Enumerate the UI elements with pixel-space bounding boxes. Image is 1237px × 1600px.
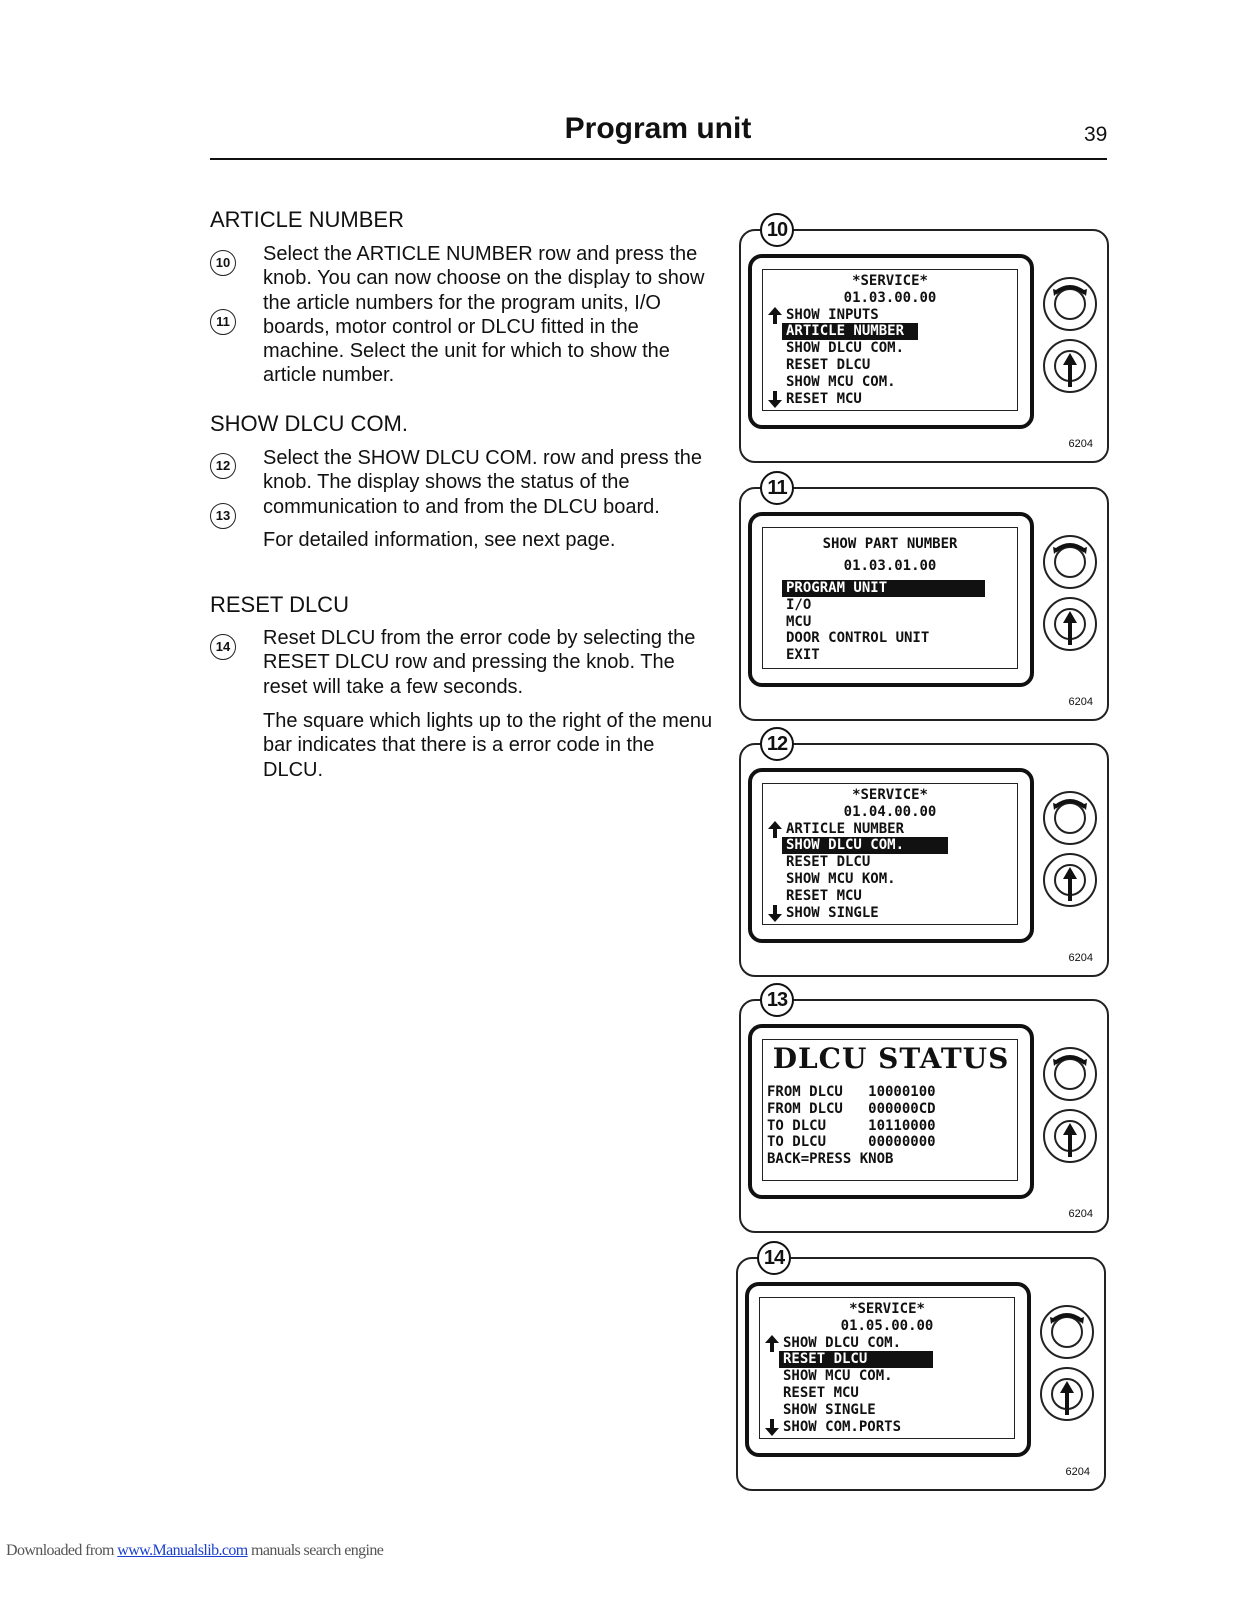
panel-code: 6204 <box>1065 1466 1090 1478</box>
rotate-knob-icon <box>1045 793 1095 843</box>
step-marker-12: 12 <box>210 453 236 479</box>
screen-line-version: 01.03.00.00 <box>843 289 937 306</box>
rotary-knob[interactable] <box>1043 535 1097 589</box>
menu-item[interactable]: SHOW MCU COM. <box>783 1368 893 1385</box>
rotary-knob[interactable] <box>1040 1305 1094 1359</box>
screen-line-version: 01.05.00.00 <box>840 1317 934 1334</box>
display-panel-13 <box>739 989 1107 1231</box>
panel-badge: 10 <box>760 213 794 247</box>
footer-suffix: manuals search engine <box>247 1542 384 1559</box>
display-screen <box>748 512 1034 687</box>
screen-line-title: *SERVICE* <box>852 273 928 289</box>
panel-code: 6204 <box>1068 1208 1093 1220</box>
push-knob[interactable] <box>1043 339 1097 393</box>
menu-item[interactable]: SHOW MCU KOM. <box>786 870 896 887</box>
status-line: FROM DLCU 000000CD <box>767 1100 936 1117</box>
menu-item[interactable]: DOOR CONTROL UNIT <box>786 630 930 647</box>
scroll-up-arrow-icon <box>768 821 782 838</box>
step-marker-14: 14 <box>210 634 236 660</box>
menu-item-selected[interactable]: RESET DLCU <box>759 1351 1015 1368</box>
screen-text <box>759 1301 1015 1435</box>
press-knob-icon <box>1045 341 1095 391</box>
display-panel-10 <box>739 219 1107 461</box>
rotate-knob-icon <box>1045 279 1095 329</box>
menu-item[interactable]: RESET DLCU <box>786 854 871 871</box>
menu-item[interactable]: RESET MCU <box>783 1384 859 1401</box>
push-knob[interactable] <box>1043 597 1097 651</box>
scroll-down-arrow-icon <box>768 391 782 408</box>
menu-item[interactable]: ARTICLE NUMBER <box>762 821 1018 838</box>
panel-badge: 12 <box>760 727 794 761</box>
display-screen <box>748 768 1034 943</box>
panel-code: 6204 <box>1068 438 1093 450</box>
menu-item[interactable]: SHOW INPUTS <box>762 307 1018 324</box>
article-number-paragraph: Select the ARTICLE NUMBER row and press the knob. You can now choose on the display to show the article numbers for the program units, I/O boards, motor control or DLCU fitted in the machine. Select the unit for which to show the article number. <box>263 243 705 387</box>
menu-item-selected[interactable]: PROGRAM UNIT <box>762 580 1018 597</box>
press-knob-icon <box>1045 599 1095 649</box>
screen-text <box>762 273 1018 407</box>
screen-heading: DLCU STATUS <box>772 1042 1010 1075</box>
reset-dlcu-note: The square which lights up to the right of the menu bar indicates that there is a error code in the DLCU. <box>263 710 713 781</box>
reset-dlcu-paragraph: Reset DLCU from the error code by selecting the RESET DLCU row and pressing the knob. The reset will take a few seconds. <box>263 627 696 698</box>
menu-item[interactable]: SHOW SINGLE <box>783 1401 876 1418</box>
footer-prefix: Downloaded from <box>6 1542 118 1559</box>
section-heading-show-dlcu-com: SHOW DLCU COM. <box>210 411 408 436</box>
panel-badge: 13 <box>760 983 794 1017</box>
show-dlcu-com-paragraph: Select the SHOW DLCU COM. row and press the knob. The display shows the status of the communication to and from the DLCU board. <box>263 447 703 518</box>
menu-item[interactable]: SHOW COM.PORTS <box>759 1419 1015 1436</box>
status-line: TO DLCU 10110000 <box>767 1117 936 1134</box>
push-knob[interactable] <box>1043 1109 1097 1163</box>
display-screen <box>745 1282 1031 1457</box>
page-title: Program unit <box>564 112 752 145</box>
display-screen <box>748 254 1034 429</box>
scroll-up-arrow-icon <box>768 307 782 324</box>
rotate-knob-icon <box>1045 1049 1095 1099</box>
press-knob-icon <box>1045 855 1095 905</box>
section-heading-reset-dlcu: RESET DLCU <box>210 592 349 617</box>
menu-item-selected[interactable]: SHOW DLCU COM. <box>762 837 1018 854</box>
step-marker-10: 10 <box>210 250 236 276</box>
status-line: FROM DLCU 10000100 <box>767 1084 936 1100</box>
menu-item[interactable]: SHOW SINGLE <box>762 905 1018 922</box>
status-line: BACK=PRESS KNOB <box>767 1151 894 1168</box>
menu-item-selected[interactable]: ARTICLE NUMBER <box>762 323 1018 340</box>
screen-text <box>767 1084 1023 1168</box>
screen-line-title: *SERVICE* <box>852 787 928 803</box>
display-panel-14 <box>736 1247 1104 1489</box>
scroll-up-arrow-icon <box>765 1335 779 1352</box>
display-panel-12 <box>739 733 1107 975</box>
download-footer <box>6 1542 383 1560</box>
status-line: TO DLCU 00000000 <box>767 1134 936 1151</box>
screen-line-version: 01.04.00.00 <box>843 803 937 820</box>
scroll-down-arrow-icon <box>765 1419 779 1436</box>
press-knob-icon <box>1042 1369 1092 1419</box>
menu-item[interactable]: RESET MCU <box>762 391 1018 408</box>
panel-badge: 11 <box>760 471 794 505</box>
push-knob[interactable] <box>1040 1367 1094 1421</box>
panel-badge: 14 <box>757 1241 791 1275</box>
rotary-knob[interactable] <box>1043 1047 1097 1101</box>
menu-item[interactable]: MCU <box>786 613 812 630</box>
screen-line-title: SHOW PART NUMBER <box>822 536 958 552</box>
screen-text <box>762 787 1018 921</box>
menu-item[interactable]: RESET MCU <box>786 887 862 904</box>
screen-line-version: 01.03.01.00 <box>843 558 937 574</box>
screen-text <box>762 536 1018 664</box>
menu-item[interactable]: I/O <box>786 596 812 613</box>
rotary-knob[interactable] <box>1043 791 1097 845</box>
display-panel-11 <box>739 477 1107 719</box>
display-screen <box>748 1024 1034 1199</box>
panel-code: 6204 <box>1068 696 1093 708</box>
rotate-knob-icon <box>1042 1307 1092 1357</box>
menu-item[interactable]: EXIT <box>786 647 820 664</box>
menu-item[interactable]: SHOW DLCU COM. <box>759 1335 1015 1352</box>
panel-code: 6204 <box>1068 952 1093 964</box>
screen-line-title: *SERVICE* <box>849 1301 925 1317</box>
step-marker-13: 13 <box>210 503 236 529</box>
press-knob-icon <box>1045 1111 1095 1161</box>
section-heading-article-number: ARTICLE NUMBER <box>210 207 404 232</box>
menu-item[interactable]: RESET DLCU <box>786 356 871 373</box>
menu-item[interactable]: SHOW DLCU COM. <box>786 340 905 357</box>
step-marker-11: 11 <box>210 309 236 335</box>
page-number: 39 <box>1084 123 1108 146</box>
rotary-knob[interactable] <box>1043 277 1097 331</box>
show-dlcu-com-note: For detailed information, see next page. <box>263 529 616 551</box>
header-rule <box>210 158 1107 160</box>
manualslib-link[interactable]: www.Manualslib.com <box>117 1542 248 1559</box>
menu-item[interactable]: SHOW MCU COM. <box>786 373 896 390</box>
rotate-knob-icon <box>1045 537 1095 587</box>
scroll-down-arrow-icon <box>768 905 782 922</box>
push-knob[interactable] <box>1043 853 1097 907</box>
